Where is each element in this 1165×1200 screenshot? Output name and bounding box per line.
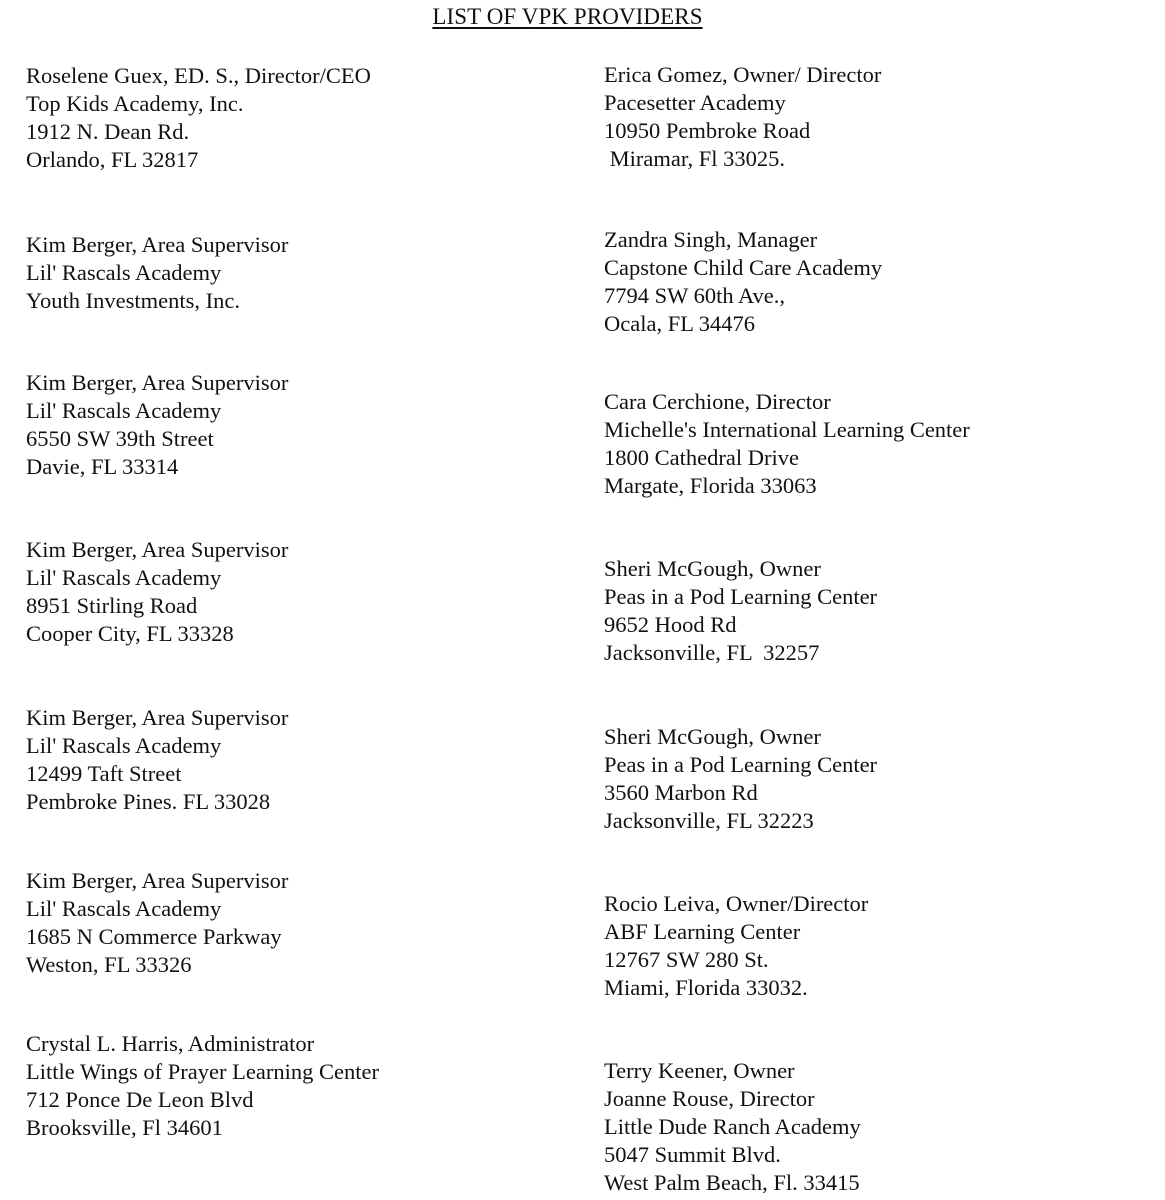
page-title: LIST OF VPK PROVIDERS <box>432 4 703 29</box>
provider-city: Jacksonville, FL 32223 <box>604 808 814 833</box>
provider-contact: Cara Cerchione, Director <box>604 389 831 414</box>
provider-entry <box>604 388 970 500</box>
provider-street: 10950 Pembroke Road <box>604 118 811 143</box>
provider-contact: Kim Berger, Area Supervisor <box>26 370 289 395</box>
provider-name: Lil' Rascals Academy <box>26 398 222 423</box>
provider-entry <box>604 61 881 173</box>
provider-contact: Kim Berger, Area Supervisor <box>26 537 289 562</box>
provider-city: West Palm Beach, Fl. 33415 <box>604 1170 860 1195</box>
provider-street: 1912 N. Dean Rd. <box>26 119 190 144</box>
provider-city: Pembroke Pines. FL 33028 <box>26 789 271 814</box>
provider-name: Capstone Child Care Academy <box>604 255 883 280</box>
provider-street: 5047 Summit Blvd. <box>604 1142 781 1167</box>
provider-entry <box>26 1030 379 1142</box>
provider-city: Brooksville, Fl 34601 <box>26 1115 223 1140</box>
provider-city: Jacksonville, FL 32257 <box>604 640 820 665</box>
provider-entry <box>604 890 868 1002</box>
provider-entry <box>604 1057 861 1197</box>
provider-contact: Rocio Leiva, Owner/Director <box>604 891 869 916</box>
provider-contact: Sheri McGough, Owner <box>604 724 821 749</box>
provider-name: Little Dude Ranch Academy <box>604 1114 861 1139</box>
provider-street: 712 Ponce De Leon Blvd <box>26 1087 254 1112</box>
provider-name: Lil' Rascals Academy <box>26 896 222 921</box>
provider-name: Top Kids Academy, Inc. <box>26 91 244 116</box>
provider-contact-secondary: Joanne Rouse, Director <box>604 1086 815 1111</box>
provider-entry <box>604 723 877 835</box>
provider-name: Little Wings of Prayer Learning Center <box>26 1059 379 1084</box>
provider-street: 3560 Marbon Rd <box>604 780 758 805</box>
provider-entry <box>604 555 877 667</box>
provider-contact: Sheri McGough, Owner <box>604 556 821 581</box>
provider-city: Orlando, FL 32817 <box>26 147 199 172</box>
provider-contact: Terry Keener, Owner <box>604 1058 795 1083</box>
provider-entry <box>26 536 288 648</box>
provider-entry <box>26 62 371 174</box>
provider-name: Peas in a Pod Learning Center <box>604 584 878 609</box>
provider-organization: Youth Investments, Inc. <box>26 288 240 313</box>
provider-entry <box>604 226 882 338</box>
provider-street: 7794 SW 60th Ave., <box>604 283 786 308</box>
provider-name: Peas in a Pod Learning Center <box>604 752 878 777</box>
provider-entry <box>26 867 288 979</box>
provider-street: 6550 SW 39th Street <box>26 426 214 451</box>
provider-contact: Kim Berger, Area Supervisor <box>26 232 289 257</box>
provider-name: Michelle's International Learning Center <box>604 417 970 442</box>
provider-contact: Crystal L. Harris, Administrator <box>26 1031 315 1056</box>
provider-entry <box>26 231 288 315</box>
provider-name: ABF Learning Center <box>604 919 801 944</box>
provider-city: Miami, Florida 33032. <box>604 975 808 1000</box>
provider-street: 12767 SW 280 St. <box>604 947 769 972</box>
provider-city: Margate, Florida 33063 <box>604 473 817 498</box>
provider-street: 12499 Taft Street <box>26 761 182 786</box>
provider-street: 8951 Stirling Road <box>26 593 198 618</box>
provider-city: Ocala, FL 34476 <box>604 311 756 336</box>
provider-city: Davie, FL 33314 <box>26 454 179 479</box>
provider-name: Pacesetter Academy <box>604 90 786 115</box>
provider-city: Miramar, Fl 33025. <box>604 146 785 171</box>
provider-city: Weston, FL 33326 <box>26 952 192 977</box>
provider-city: Cooper City, FL 33328 <box>26 621 234 646</box>
provider-contact: Kim Berger, Area Supervisor <box>26 705 289 730</box>
provider-contact: Roselene Guex, ED. S., Director/CEO <box>26 63 371 88</box>
provider-street: 1685 N Commerce Parkway <box>26 924 282 949</box>
provider-street: 9652 Hood Rd <box>604 612 737 637</box>
provider-name: Lil' Rascals Academy <box>26 260 222 285</box>
provider-name: Lil' Rascals Academy <box>26 733 222 758</box>
provider-entry <box>26 704 288 816</box>
provider-entry <box>26 369 288 481</box>
provider-name: Lil' Rascals Academy <box>26 565 222 590</box>
provider-contact: Erica Gomez, Owner/ Director <box>604 62 882 87</box>
provider-street: 1800 Cathedral Drive <box>604 445 799 470</box>
provider-contact: Kim Berger, Area Supervisor <box>26 868 289 893</box>
provider-contact: Zandra Singh, Manager <box>604 227 818 252</box>
